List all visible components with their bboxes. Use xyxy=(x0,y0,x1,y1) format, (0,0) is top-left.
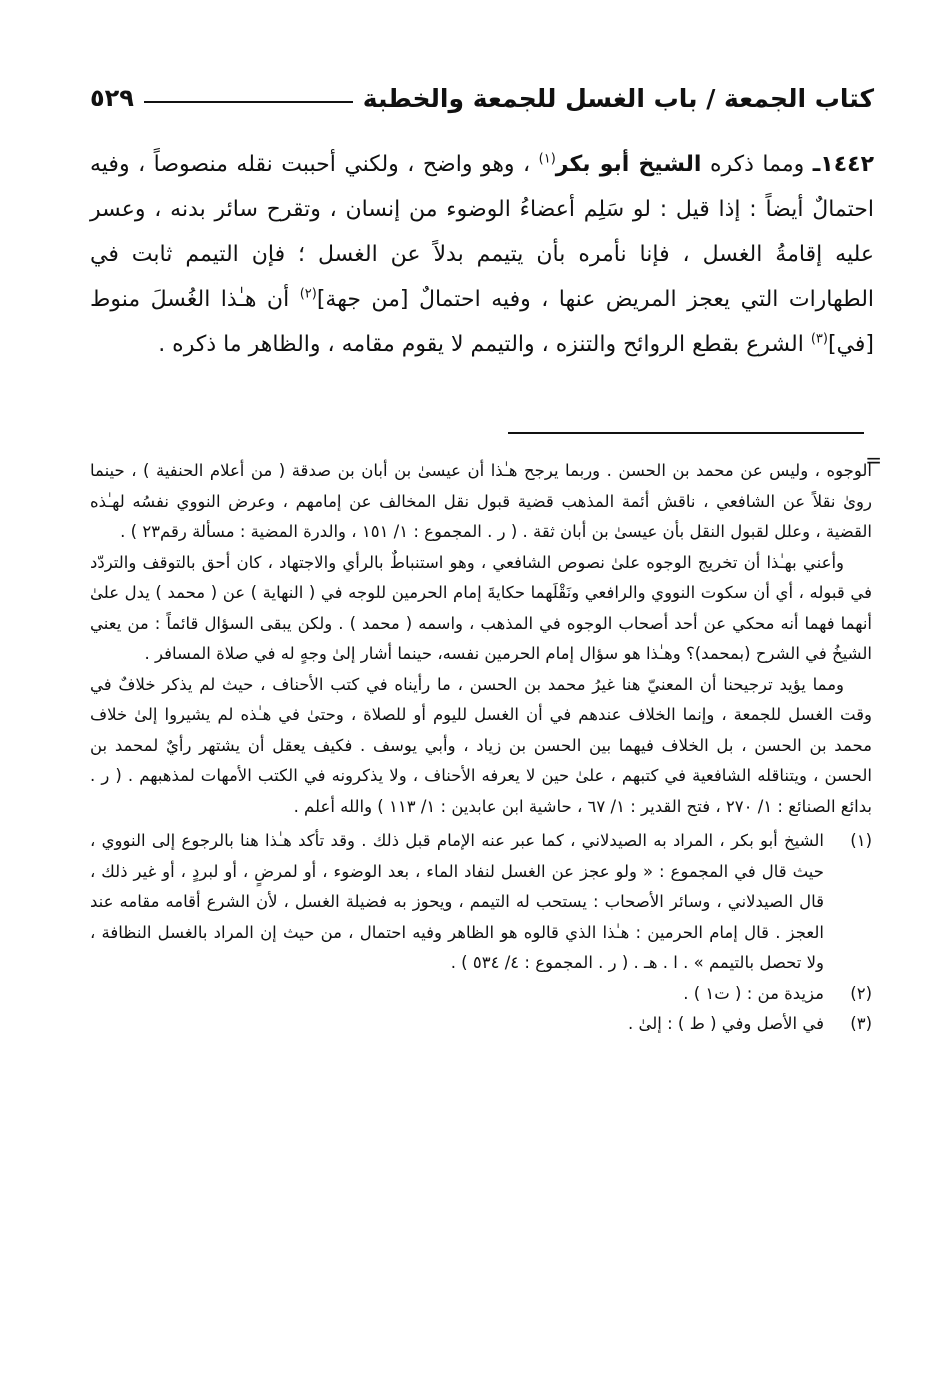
footnote-number: (٣) xyxy=(850,1014,872,1033)
footnote-ref-2[interactable]: (٢) xyxy=(299,286,317,302)
running-header xyxy=(90,78,874,118)
note-continued-para-2: وأعني بهـٰذا أن تخريج الوجوه علىٰ نصوص الشافعي ، وهو استنباطٌ بالرأي والاجتهاد ، كان أحق بالتوقف والتردّد في قبوله ، أي أن سكوت النووي والرافعي ونَقْلَهما حكايةَ إمام الحرمين للوجه في ( النهاية ) عن ( محمد ) يدل علىٰ أنهما فهما أنه محكي عن أحد أصحاب الوجوه في المذهب ، واسمه ( محمد ) . ولكن يبقى السؤال قائماً : من يعني الشيخُ في الشرح (بمحمد)؟ وهـٰذا هو سؤال إمام الحرمين نفسه، حينما أشار إلىٰ وجهٍ له في صلاة المسافر . xyxy=(90,552,872,663)
paragraph-number: ١٤٤٢ـ xyxy=(812,152,874,177)
main-text-3: الشرع بقطع الروائح والتنزه ، والتيمم لا يقوم مقامه ، والظاهر ما ذكره . xyxy=(158,332,804,357)
main-text-2: أن هـٰذا الغُسلَ منوط [في] xyxy=(90,287,874,357)
footnote-1 xyxy=(90,826,872,979)
footnote-number: (٢) xyxy=(850,983,872,1003)
footnote-2 xyxy=(90,979,872,1010)
note-continued-para-3: ومما يؤيد ترجيحنا أن المعنيّ هنا غيرُ محمد بن الحسن ، ما رأيناه في كتب الأحناف ، حيث لم يذكر خلافٌ في وقت الغسل للجمعة ، وإنما الخلاف عندهم في أن الغسل لليوم أو للصلاة ، وحتىٰ في هـٰذه لم يشيروا إلىٰ خلاف محمد بن الحسن ، بل الخلاف فيهما بين الحسن بن زياد ، وأبي يوسف . فكيف يعقل أن يشتهر رأيٌ لمحمد بن الحسن ، ويتناقله الشافعية في كتبهم ، علىٰ حين لا يعرفه الأحناف ، ولا يذكرونه في الكتب الأمهات لمذهبهم . ( ر . بدائع الصنائع : ١/ ٢٧٠ ، فتح القدير : ١/ ٦٧ ، حاشية ابن عابدين : ١/ ١١٣ ) والله أعلم . xyxy=(90,674,872,816)
footnote-text: في الأصل وفي ( ط ) : إلىٰ . xyxy=(627,1014,824,1033)
note-continued-para-1: الوجوه ، وليس عن محمد بن الحسن . وربما يرجح هـٰذا أن عيسىٰ بن أبان بن صدقة ( من أعلام الحنفية ) ، حينما روىٰ نقلاً عن الشافعي ، ناقش أئمة المذهب قضية قبول نقل المخالف عن إمامهم ، وعرض النووي نفسُه لهـٰذه القضية ، وعلل لقبول النقل بأن عيسىٰ بن أبان ثقة . ( ر . المجموع : ١/ ١٥١ ، والدرة المضية : مسألة رقم٢٣ ) . xyxy=(90,461,872,541)
footnotes-list xyxy=(90,826,872,1040)
footnote-text: مزيدة من : ( ت١ ) . xyxy=(683,983,824,1003)
footnote-3 xyxy=(90,1009,872,1040)
main-text-1: ، وهو واضح ، ولكني أحببت نقله منصوصاً ، وفيه احتمالٌ أيضاً : إذا قيل : لو سَلِم أعضاءُ الوضوء من إنسان ، وتقرح سائر بدنه ، وعسر عليه إقامةُ الغسل ، فإنا نأمره بأن يتيمم بدلاً عن الغسل ؛ فإن التيمم ثابت في الطهارات التي يعجز المريض عنها ، وفيه احتمالٌ [من جهة] xyxy=(90,152,875,312)
main-paragraph xyxy=(90,142,874,367)
header-title: كتاب الجمعة / باب الغسل للجمعة والخطبة xyxy=(362,83,874,113)
footnote-separator xyxy=(508,432,864,434)
notes-area xyxy=(90,456,872,1040)
footnote-ref-3[interactable]: (٣) xyxy=(810,331,828,347)
footnote-number: (١) xyxy=(850,831,872,850)
continuation-mark: = xyxy=(865,448,882,472)
header-rule xyxy=(144,101,353,103)
page-number: ٥٢٩ xyxy=(90,84,134,112)
main-bold-name: الشيخ أبو بكر xyxy=(555,152,702,177)
main-lead: ومما ذكره xyxy=(709,152,805,177)
footnote-ref-1[interactable]: (١) xyxy=(538,151,556,167)
footnote-text: الشيخ أبو بكر ، المراد به الصيدلاني ، كما عبر عنه الإمام قبل ذلك . وقد تأكد هـٰذا هنا بالرجوع إلى النووي ، حيث قال في المجموع : « ولو عجز عن الغسل لنفاد الماء ، بعد الوضوء ، أو لمرضٍ ، أو لبردٍ ، أو غير ذلك ، قال الصيدلاني ، وسائر الأصحاب : يستحب له التيمم ، ويحوز به فضيلة الغسل ، لأن الشرع أقامه مقامه عند العجز . قال إمام الحرمين : هـٰذا الذي قالوه هو الظاهر وفيه احتمال ، من حيث إن المراد بالغسل النظافة ، ولا تحصل بالتيمم » . ا . هـ . ( ر . المجموع : ٤/ ٥٣٤ ) . xyxy=(90,831,824,972)
